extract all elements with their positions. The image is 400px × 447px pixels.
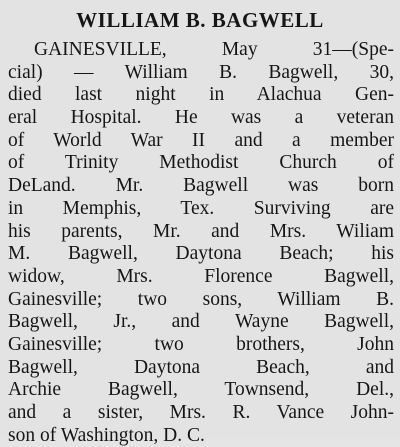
article-line: in Memphis, Tex. Surviving are (8, 197, 394, 219)
article-line: of World War II and a member (8, 129, 394, 151)
article-line: GAINESVILLE, May 31—(Spe- (34, 39, 394, 60)
obituary-headline: WILLIAM B. BAGWELL (76, 8, 324, 32)
article-line: cial) — William B. Bagwell, 30, (8, 61, 394, 83)
article-line: died last night in Alachua Gen- (8, 84, 394, 106)
obituary-body (8, 39, 394, 447)
article-line: his parents, Mr. and Mrs. Wiliam (8, 220, 394, 242)
article-line: widow, Mrs. Florence Bagwell, (8, 265, 394, 287)
article-line: M. Bagwell, Daytona Beach; his (8, 243, 394, 265)
article-line: Bagwell, Daytona Beach, and (8, 356, 394, 378)
article-line: son of Washington, D. C. (8, 424, 205, 446)
article-line: Archie Bagwell, Townsend, Del., (8, 379, 394, 401)
article-line: of Trinity Methodist Church of (8, 152, 394, 174)
article-line: and a sister, Mrs. R. Vance John- (8, 402, 394, 423)
article-line: Gainesville; two brothers, John (8, 333, 394, 355)
article-line: Gainesville; two sons, William B. (8, 288, 394, 310)
article-line: eral Hospital. He was a veteran (8, 107, 394, 129)
article-line: Bagwell, Jr., and Wayne Bagwell, (8, 311, 394, 333)
article-line: DeLand. Mr. Bagwell was born (8, 175, 394, 197)
